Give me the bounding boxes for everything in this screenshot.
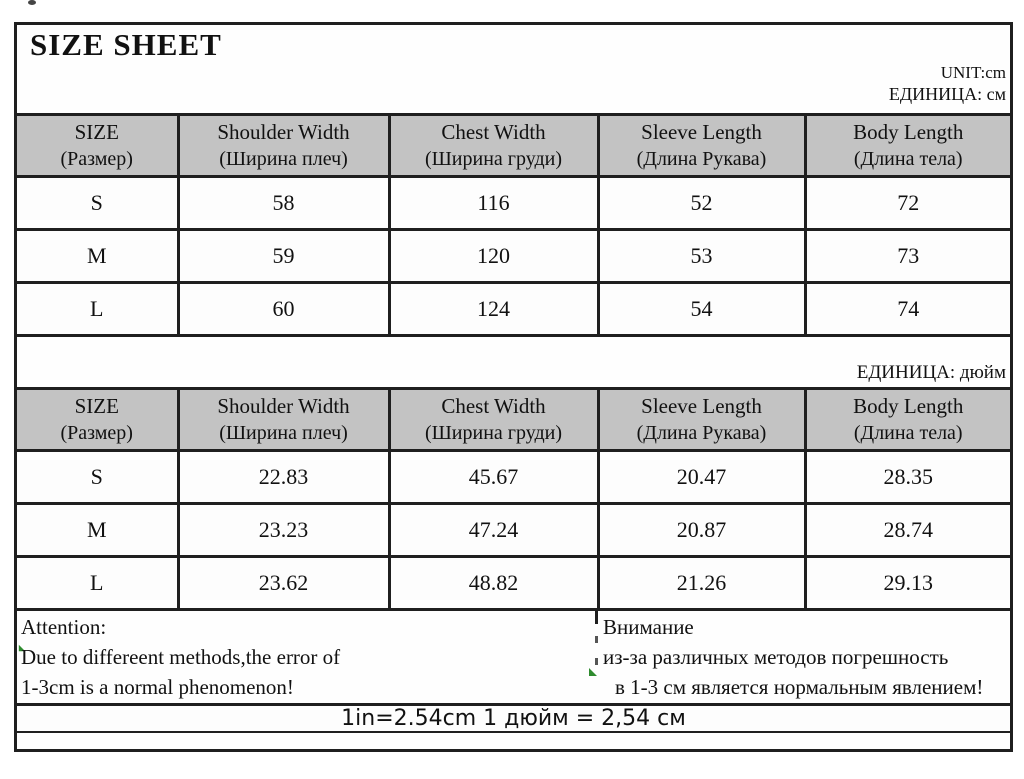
attention-ru-line1: Внимание <box>603 615 694 639</box>
size-table-cm <box>17 113 1010 337</box>
header-en: SIZE <box>74 394 119 418</box>
attention-en-line1: Attention: <box>21 615 107 639</box>
value-cell: 22.83 <box>178 451 389 504</box>
table-row <box>17 177 1010 230</box>
value-cell: 74 <box>805 283 1010 336</box>
header-cell <box>17 115 178 177</box>
value-cell: 54 <box>598 283 805 336</box>
table-row <box>17 230 1010 283</box>
size-table-inch-wrap <box>17 387 1010 611</box>
header-en: Chest Width <box>441 394 546 418</box>
header-en: Shoulder Width <box>217 120 350 144</box>
table-header-row <box>17 389 1010 451</box>
size-cell: S <box>17 451 178 504</box>
header-en: Chest Width <box>441 120 546 144</box>
value-cell: 48.82 <box>389 557 598 610</box>
value-cell: 120 <box>389 230 598 283</box>
size-table-inch <box>17 387 1010 611</box>
header-cell <box>598 389 805 451</box>
value-cell: 72 <box>805 177 1010 230</box>
header-en: Body Length <box>853 394 964 418</box>
size-cell: M <box>17 230 178 283</box>
size-cell: S <box>17 177 178 230</box>
header-ru: (Длина тела) <box>853 148 963 170</box>
value-cell: 124 <box>389 283 598 336</box>
value-cell: 60 <box>178 283 389 336</box>
attention-section <box>17 611 1010 703</box>
attention-ru-line3: в 1-3 см является нормальным явлением! <box>615 675 984 699</box>
value-cell: 73 <box>805 230 1010 283</box>
unit-label-cm-en: UNIT:cm <box>940 63 1006 82</box>
divider-remnant <box>595 611 598 624</box>
attention-text-en <box>21 612 340 702</box>
value-cell: 29.13 <box>805 557 1010 610</box>
value-cell: 52 <box>598 177 805 230</box>
table-row <box>17 283 1010 336</box>
conversion-text: 1in=2.54cm 1 дюйм = 2,54 см <box>341 706 686 731</box>
value-cell: 59 <box>178 230 389 283</box>
value-cell: 23.23 <box>178 504 389 557</box>
header-en: Sleeve Length <box>641 120 762 144</box>
attention-text-ru <box>603 612 983 702</box>
table-row <box>17 504 1010 557</box>
title-block <box>17 25 1010 113</box>
header-ru: (Ширина плеч) <box>219 148 348 170</box>
value-cell: 21.26 <box>598 557 805 610</box>
value-cell: 47.24 <box>389 504 598 557</box>
unit-label-inch-ru: ЕДИНИЦА: дюйм <box>856 362 1006 383</box>
header-cell <box>389 389 598 451</box>
value-cell: 20.47 <box>598 451 805 504</box>
attention-en-line2: Due to differeent methods,the error of <box>21 645 341 669</box>
header-en: SIZE <box>74 120 119 144</box>
header-cell <box>389 115 598 177</box>
header-ru: (Длина тела) <box>853 422 963 444</box>
table-header-row <box>17 115 1010 177</box>
header-ru: (Размер) <box>60 422 133 444</box>
table-row <box>17 451 1010 504</box>
header-cell <box>17 389 178 451</box>
value-cell: 28.74 <box>805 504 1010 557</box>
attention-en-line3: 1-3cm is a normal phenomenon! <box>21 675 294 699</box>
header-ru: (Размер) <box>60 148 133 170</box>
green-marker-icon <box>589 668 597 676</box>
page-title: SIZE SHEET <box>30 27 222 62</box>
header-cell <box>178 389 389 451</box>
value-cell: 28.35 <box>805 451 1010 504</box>
header-cell <box>805 389 1010 451</box>
size-cell: M <box>17 504 178 557</box>
size-cell: L <box>17 557 178 610</box>
header-ru: (Длина Рукава) <box>636 422 767 444</box>
size-cell: L <box>17 283 178 336</box>
attention-ru-line2: из-за различных методов погрешность <box>603 645 949 669</box>
header-en: Shoulder Width <box>217 394 350 418</box>
header-cell <box>805 115 1010 177</box>
header-en: Body Length <box>853 120 964 144</box>
value-cell: 20.87 <box>598 504 805 557</box>
conversion-footer <box>17 703 1010 733</box>
unit-label-cm-ru: ЕДИНИЦА: см <box>888 84 1006 104</box>
value-cell: 53 <box>598 230 805 283</box>
scan-artifact <box>28 0 36 5</box>
header-en: Sleeve Length <box>641 394 762 418</box>
table-row <box>17 557 1010 610</box>
size-table-cm-wrap <box>17 113 1010 337</box>
header-ru: (Ширина груди) <box>424 422 563 444</box>
value-cell: 116 <box>389 177 598 230</box>
value-cell: 23.62 <box>178 557 389 610</box>
header-ru: (Длина Рукава) <box>636 148 767 170</box>
unit-gap <box>17 337 1010 387</box>
divider-dash <box>595 636 598 643</box>
divider-dash <box>595 658 598 665</box>
header-cell <box>598 115 805 177</box>
header-ru: (Ширина груди) <box>424 148 563 170</box>
value-cell: 45.67 <box>389 451 598 504</box>
value-cell: 58 <box>178 177 389 230</box>
size-sheet <box>14 22 1013 752</box>
header-cell <box>178 115 389 177</box>
header-ru: (Ширина плеч) <box>219 422 348 444</box>
